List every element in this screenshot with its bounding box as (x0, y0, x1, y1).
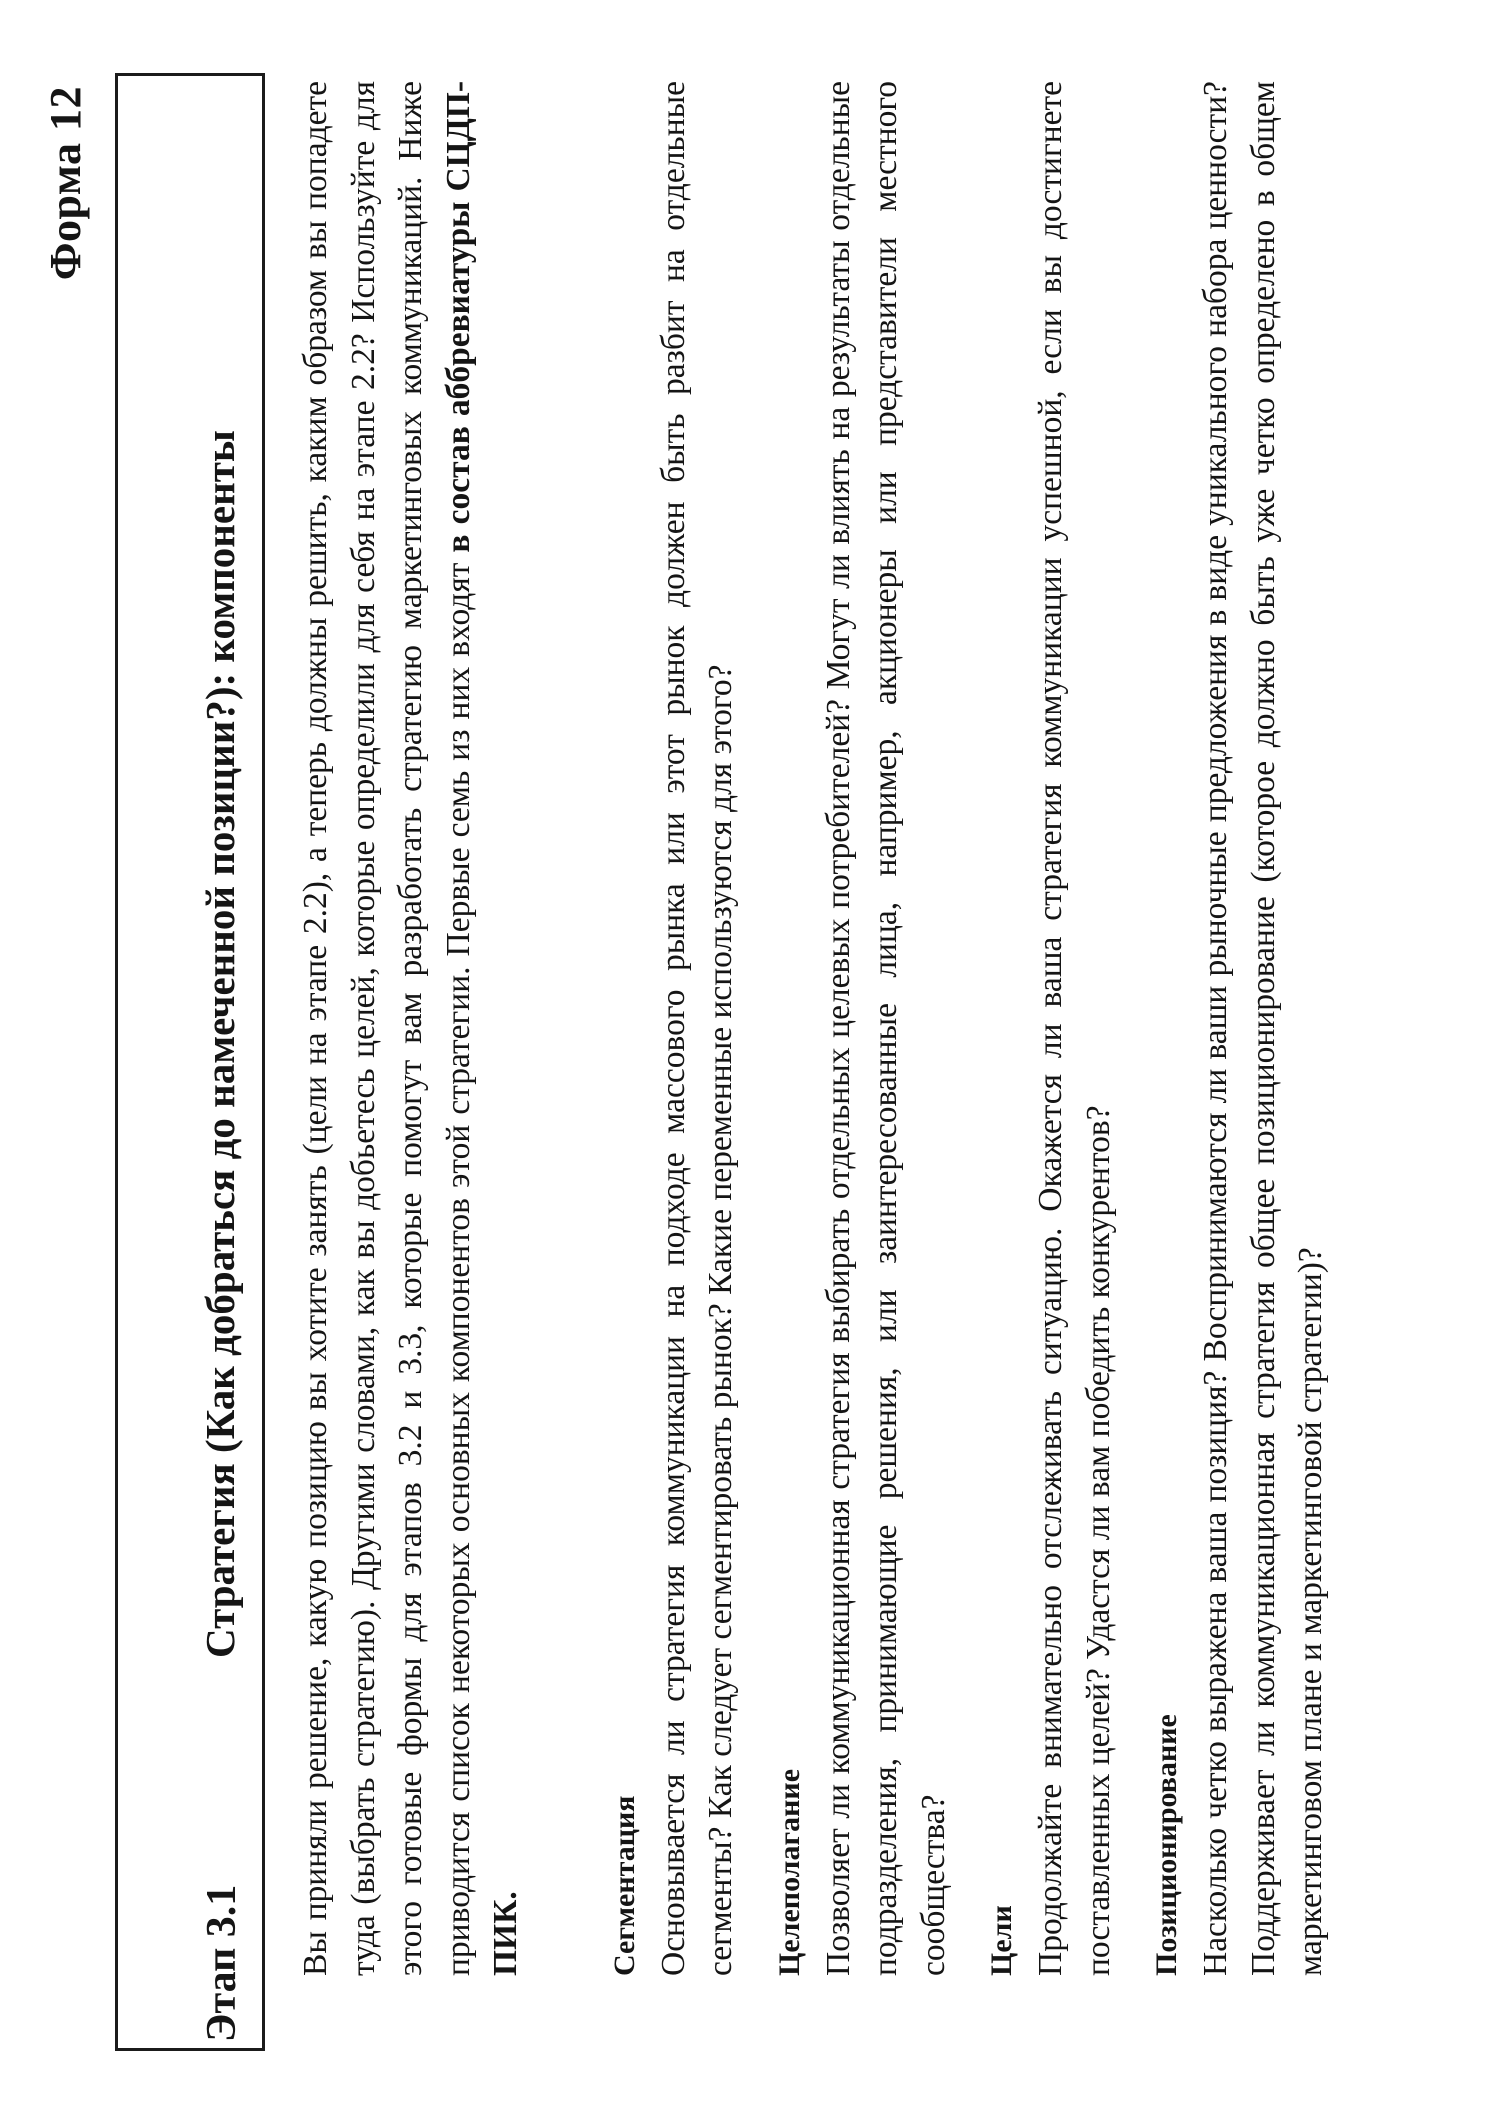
section-text: Насколько четко выражена ваша позиция? Воспринимаются ли ваши рыночные предложения в виде уникального набора ценности? Поддерживает ли коммуникационная стратегия общее позиционирование (которое должно быть уже четко определено в общем маркетинговом плане и маркетинговой стратегии)? (1197, 81, 1329, 1976)
intro-text: Вы приняли решение, какую позицию вы хотите занять (цели на этапе 2.2), а теперь должны решить, каким образом вы попадете туда (выбрать стратегию). Другими словами, как вы добьетесь целей, которые определили для себя на этапе 2.2? Используйте для этого готовые формы для этапов 3.2 и 3.3, которые помогут вам разработать стратегию маркетинговых коммуникаций. Ниже приводится список некоторых основных компонентов этой стратегии. Первые семь из них входят (297, 81, 477, 1976)
section-text: Позволяет ли коммуникационная стратегия выбирать отдельных целевых потребителей? Могут ли влиять на результаты отдельные подразделения, принимающие решения, или заинтересованные лица, например, акционеры или представители местного сообщества? (819, 81, 952, 1976)
form-number-label: Форма 12 (41, 86, 90, 281)
section-segmentation (604, 81, 745, 1976)
section-heading: Целеполагание (772, 1768, 806, 1976)
section-heading: Позиционирование (1150, 1714, 1183, 1976)
section-targeting (769, 81, 958, 1976)
section-objectives (981, 81, 1122, 1976)
section-text: Основывается ли стратегия коммуникации на подходе массового рынка или этот рынок должен быть разбит на отдельные сегменты? Как следует сегментировать рынок? Какие переменные используются для этого? (654, 81, 739, 1976)
stage-title: Стратегия (Как добраться до намеченной позиции?): компоненты (197, 430, 243, 1658)
intro-bold-tail: в состав аббревиатуры СЦДП-ПИК. (439, 81, 524, 1976)
stage-number: Этап 3.1 (199, 1884, 245, 2042)
stage-header-box (115, 73, 265, 2051)
section-positioning (1146, 81, 1335, 1976)
section-heading: Сегментация (607, 1795, 641, 1976)
section-heading: Цели (985, 1905, 1018, 1976)
intro-paragraph (292, 81, 530, 1976)
document-body (292, 81, 1359, 1976)
section-text: Продолжайте внимательно отслеживать ситуацию. Окажется ли ваша стратегия коммуникации успешной, если вы достигнете поставленных целей? Удастся ли вам победить конкурентов? (1032, 81, 1117, 1976)
